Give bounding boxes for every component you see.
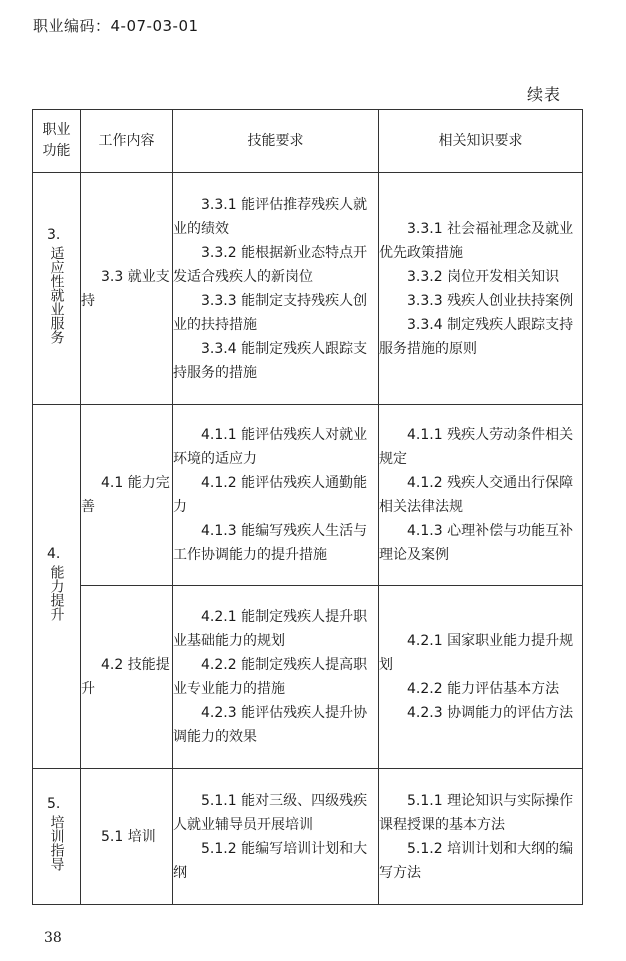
skill-item: 4.2.1 能制定残疾人提升职业基础能力的规划 xyxy=(173,609,368,649)
function-number: 3. xyxy=(47,226,61,243)
skill-item: 4.1.2 能评估残疾人通勤能力 xyxy=(173,475,368,515)
table-row xyxy=(33,405,583,586)
knowledge-cell xyxy=(379,405,583,586)
function-name: 适应性就业服务 xyxy=(48,245,65,344)
work-content: 4.1 能力完善 xyxy=(81,475,170,515)
knowledge-item: 5.1.2 培训计划和大纲的编写方法 xyxy=(379,840,574,881)
work-content: 4.2 技能提升 xyxy=(81,657,170,697)
work-content: 5.1 培训 xyxy=(101,828,156,845)
header-function: 职业功能 xyxy=(33,110,81,173)
function-cell-5 xyxy=(33,769,81,905)
knowledge-item: 5.1.1 理论知识与实际操作课程授课的基本方法 xyxy=(379,792,574,833)
knowledge-item: 4.1.2 残疾人交通出行保障相关法律法规 xyxy=(379,475,574,515)
knowledge-item: 3.3.2 岗位开发相关知识 xyxy=(407,268,560,285)
function-name: 能力提升 xyxy=(48,564,65,621)
skill-item: 4.1.3 能编写残疾人生活与工作协调能力的提升措施 xyxy=(173,523,368,563)
knowledge-item: 4.2.1 国家职业能力提升规划 xyxy=(379,633,574,673)
knowledge-cell xyxy=(379,769,583,905)
knowledge-item: 4.2.3 协调能力的评估方法 xyxy=(407,705,574,721)
skill-item: 4.2.3 能评估残疾人提升协调能力的效果 xyxy=(173,705,368,745)
knowledge-item: 4.2.2 能力评估基本方法 xyxy=(407,681,560,697)
table-header-row xyxy=(33,110,583,173)
knowledge-item: 3.3.4 制定残疾人跟踪支持服务措施的原则 xyxy=(379,316,574,357)
knowledge-item: 4.1.1 残疾人劳动条件相关规定 xyxy=(379,427,574,467)
page-number: 38 xyxy=(44,930,62,946)
header-skills: 技能要求 xyxy=(173,110,379,173)
skills-cell xyxy=(173,405,379,586)
table-row xyxy=(33,769,583,905)
function-name: 培训指导 xyxy=(48,814,65,871)
skills-cell xyxy=(173,769,379,905)
work-content: 3.3 就业支持 xyxy=(81,268,170,309)
skill-item: 4.1.1 能评估残疾人对就业环境的适应力 xyxy=(173,427,368,467)
skill-item: 3.3.3 能制定支持残疾人创业的扶持措施 xyxy=(173,292,368,333)
work-content-cell xyxy=(81,769,173,905)
function-number: 4. xyxy=(47,545,61,562)
table-row xyxy=(33,586,583,769)
work-content-cell xyxy=(81,586,173,769)
knowledge-cell xyxy=(379,586,583,769)
skills-cell xyxy=(173,586,379,769)
continued-label: 续表 xyxy=(527,85,562,104)
skill-item: 3.3.4 能制定残疾人跟踪支持服务的措施 xyxy=(173,340,368,381)
skill-item: 5.1.2 能编写培训计划和大纲 xyxy=(173,840,368,881)
knowledge-item: 3.3.3 残疾人创业扶持案例 xyxy=(407,292,574,309)
knowledge-item: 4.1.3 心理补偿与功能互补理论及案例 xyxy=(379,523,574,563)
function-cell-3 xyxy=(33,173,81,405)
header-content: 工作内容 xyxy=(81,110,173,173)
skills-cell xyxy=(173,173,379,405)
skill-item: 3.3.1 能评估推荐残疾人就业的绩效 xyxy=(173,196,368,237)
requirements-table xyxy=(32,109,583,905)
occupation-code: 职业编码：4-07-03-01 xyxy=(33,17,199,35)
table-row xyxy=(33,173,583,405)
knowledge-cell xyxy=(379,173,583,405)
work-content-cell xyxy=(81,405,173,586)
work-content-cell xyxy=(81,173,173,405)
skill-item: 5.1.1 能对三级、四级残疾人就业辅导员开展培训 xyxy=(173,792,368,833)
function-cell-4 xyxy=(33,405,81,769)
function-number: 5. xyxy=(47,795,61,812)
skill-item: 3.3.2 能根据新业态特点开发适合残疾人的新岗位 xyxy=(173,244,368,285)
skill-item: 4.2.2 能制定残疾人提高职业专业能力的措施 xyxy=(173,657,368,697)
header-knowledge: 相关知识要求 xyxy=(379,110,583,173)
knowledge-item: 3.3.1 社会福祉理念及就业优先政策措施 xyxy=(379,220,574,261)
